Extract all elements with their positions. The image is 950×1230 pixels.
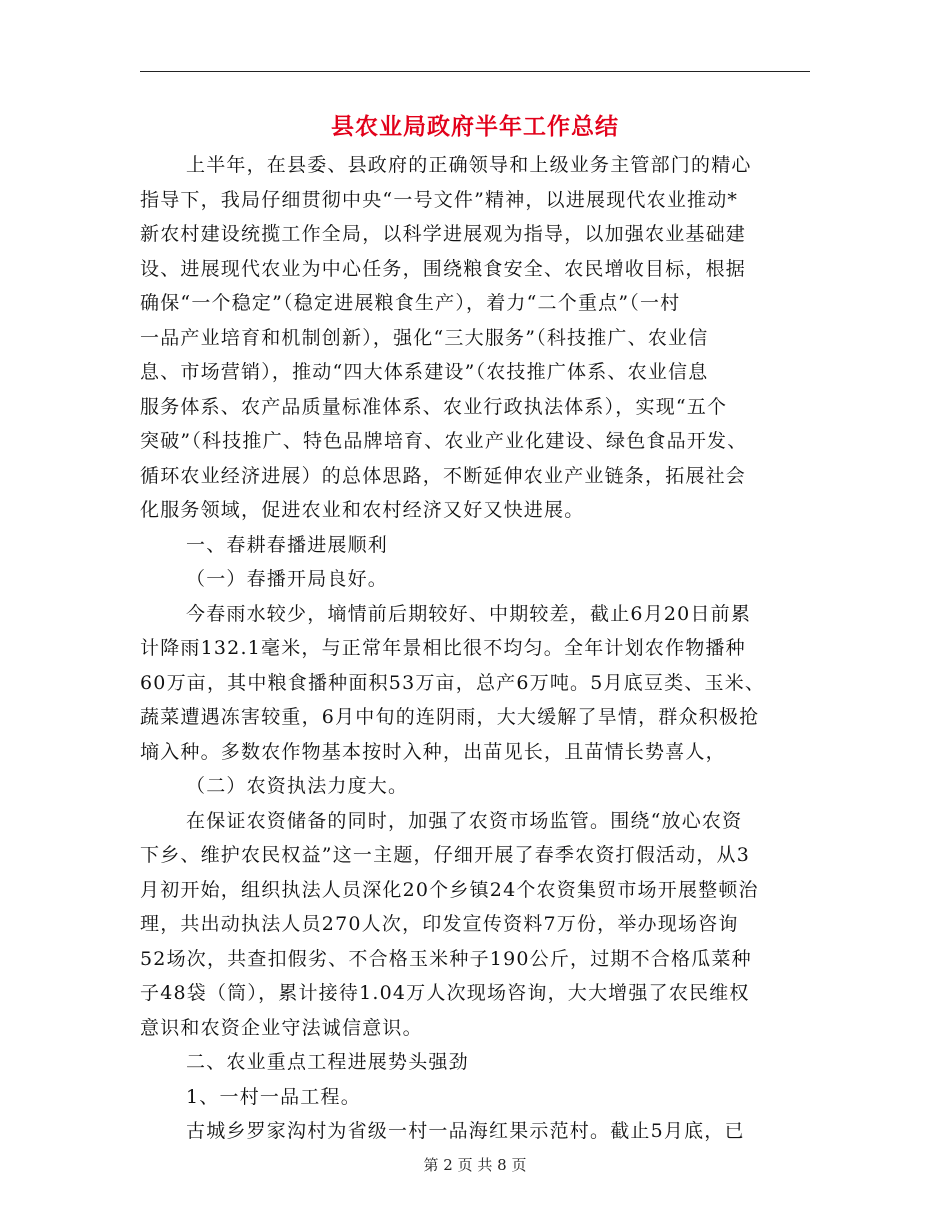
body-text-line: 息、市场营销），推动“四大体系建设”（农技推广体系、农业信息 bbox=[140, 361, 709, 383]
body-text-line: 指导下，我局仔细贯彻中央“一号文件”精神，以进展现代农业推动* bbox=[140, 188, 739, 211]
body-text-line: 1、一村一品工程。 bbox=[186, 1085, 361, 1108]
body-text-line: 52场次，共查扣假劣、不合格玉米种子190公斤，过期不合格瓜菜种 bbox=[140, 947, 752, 970]
body-text-line: 今春雨水较少，墒情前后期较好、中期较差，截止6月20日前累 bbox=[186, 602, 752, 625]
body-text-line: 突破”（科技推广、特色品牌培育、农业产业化建设、绿色食品开发、 bbox=[140, 430, 748, 452]
document-body bbox=[140, 148, 810, 1149]
body-text-line: 月初开始，组织执法人员深化20个乡镇24个农资集贸市场开展整顿治 bbox=[140, 878, 759, 901]
document-title: 县农业局政府半年工作总结 bbox=[331, 114, 619, 140]
body-text-line: 设、进展现代农业为中心任务，围绕粮食安全、农民增收目标，根据 bbox=[140, 257, 747, 280]
body-text-line: 下乡、维护农民权益”这一主题，仔细开展了春季农资打假活动，从3 bbox=[140, 844, 751, 866]
page-footer: 第 2 页 共 8 页 bbox=[423, 1156, 527, 1174]
body-text-line: 在保证农资储备的同时，加强了农资市场监管。围绕“放心农资 bbox=[186, 809, 743, 832]
body-text-line: 蔬菜遭遇冻害较重，6月中旬的连阴雨，大大缓解了旱情，群众积极抢 bbox=[140, 706, 760, 728]
body-text-line: 一品产业培育和机制创新），强化“三大服务”（科技推广、农业信 bbox=[140, 326, 709, 349]
body-text-line: 二、农业重点工程进展势头强劲 bbox=[186, 1051, 469, 1073]
body-text-line: 新农村建设统揽工作全局，以科学进展观为指导，以加强农业基础建 bbox=[140, 223, 747, 245]
body-text-line: 循环农业经济进展）的总体思路，不断延伸农业产业链条，拓展社会 bbox=[140, 464, 747, 487]
body-text-line: 一、春耕春播进展顺利 bbox=[186, 533, 389, 556]
body-text-line: 确保“一个稳定”（稳定进展粮食生产），着力“二个重点”（一村 bbox=[140, 292, 681, 314]
body-text-line: 意识和农资企业守法诚信意识。 bbox=[140, 1016, 423, 1039]
body-text-line: 上半年，在县委、县政府的正确领导和上级业务主管部门的精心 bbox=[186, 154, 752, 176]
header-rule bbox=[140, 71, 810, 72]
body-text-line: 古城乡罗家沟村为省级一村一品海红果示范村。截止5月底，已 bbox=[186, 1120, 745, 1142]
body-text-line: （二）农资执法力度大。 bbox=[186, 775, 409, 797]
body-text-line: 理，共出动执法人员270人次，印发宣传资料7万份，举办现场咨询 bbox=[140, 913, 739, 935]
body-text-line: 60万亩，其中粮食播种面积53万亩，总产6万吨。5月底豆类、玉米、 bbox=[140, 671, 766, 694]
body-text-line: 墒入种。多数农作物基本按时入种，出苗见长，且苗情长势喜人， bbox=[140, 740, 726, 763]
body-text-line: （一）春播开局良好。 bbox=[186, 568, 389, 590]
body-text-line: 计降雨132.1毫米，与正常年景相比很不均匀。全年计划农作物播种 bbox=[140, 637, 746, 659]
body-text-line: 化服务领域，促进农业和农村经济又好又快进展。 bbox=[140, 499, 585, 521]
body-text-line: 服务体系、农产品质量标准体系、农业行政执法体系），实现“五个 bbox=[140, 395, 728, 418]
body-text-line: 子48袋（筒），累计接待1.04万人次现场咨询，大大增强了农民维权 bbox=[140, 982, 750, 1004]
